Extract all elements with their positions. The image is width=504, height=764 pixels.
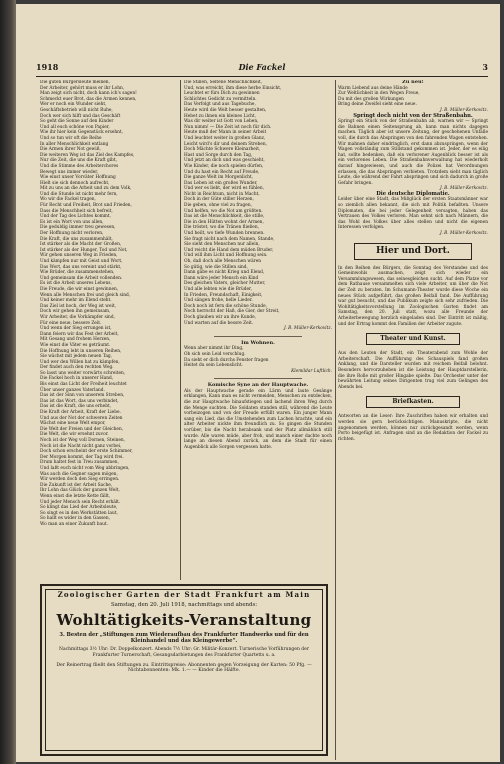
poem-line: Für Recht und Freiheit, Brot und Frieden,	[40, 203, 132, 209]
newspaper-page	[16, 4, 500, 762]
poem-line: Und die Stimme des Arbeiterchores	[40, 163, 119, 169]
poem-signature: J. B. Müller-Kerkovitz.	[439, 107, 488, 113]
poem-line: Wer er noch ein Wunder sieht,	[40, 102, 107, 108]
poem-line: Dann wäre jeder Mensch ein Kind	[184, 275, 259, 281]
poem-line: Hielt sie sich dennoch aufrecht,	[40, 180, 110, 186]
poem-line: Die Hoffnung lebt in unseren Reihen,	[40, 348, 122, 354]
poem-line: Wie Kinder, die noch spielen dürfen,	[184, 163, 264, 169]
poem-line: So hallt es wider in den Gassen,	[40, 516, 110, 522]
poem-line: Hebet zu ihnen ein kleines Licht,	[184, 113, 256, 119]
section-text: Antworten an die Leser: Ihre Zuschriften haben wir erhalten und werden sie gern berücksichtigen. Manuskripte, die nicht angenommen werden, können nur zurückgesandt werden, wenn Porto beigefügt ist. Anfragen sind an die Redaktion der Fackel zu richten.	[338, 414, 488, 442]
poem-line: Das Wort, das uns vereint und stärkt,	[40, 264, 122, 270]
poem-line: Noch ist der Weg voll Dornen, Steinen,	[40, 438, 126, 443]
poem-line: Und will ihm Licht und Hoffnung sein.	[184, 253, 268, 259]
masthead-title: Die Fackel	[238, 62, 286, 72]
poem-line: Die Welt der Freien und der Gleichen,	[40, 426, 124, 432]
page-number: 3	[482, 62, 488, 72]
separator	[214, 378, 302, 379]
poem-line: Und wer es liebt, der wird es fühlen,	[184, 186, 264, 192]
poem-line: Die Welt, die wir ersehnt zuvor.	[40, 432, 109, 438]
poem-line: Man zeigt sich nicht, doch kann ich's sagen!	[40, 91, 137, 97]
poem-line: Sie fragt nicht nach dem Namen, Stande,	[184, 236, 275, 242]
poem-line: Das Leben ist ein großes Wunder,	[184, 180, 258, 186]
poem-title: Zu neu!	[402, 80, 424, 85]
poem-line: Noch ist die Nacht nicht ganz vorbei,	[40, 443, 122, 449]
poem-body	[338, 86, 488, 108]
poem-body	[184, 346, 332, 368]
poem-line: Bis einst das Licht der Freiheit leuchtet	[40, 382, 127, 388]
poem-line: Und kämpfen nur mit Geist und Wort,	[40, 259, 123, 264]
poem-line: In Frieden, Freundschaft, Einigkeit,	[184, 292, 263, 298]
poem-signature: Klemildar Luftlich.	[291, 368, 332, 374]
section-heading-box: Briefkasten.	[366, 396, 460, 408]
poem-line: Wenn einst die letzte Kette fällt,	[40, 493, 111, 499]
poem-line: Schlichtes Gedicht zu vermitteln.	[184, 96, 257, 102]
poem-line: Wächst eine neue Welt empor,	[40, 421, 106, 427]
poem-line: Der Morgen kommt, der Tag wird frei.	[40, 454, 124, 460]
poem-line: Was dir weiter ist Gott von Leben,	[184, 119, 259, 125]
column-divider	[180, 80, 181, 580]
poem-line: Dann feiern wir das Fest der Arbeit,	[40, 331, 119, 337]
poem-line: Die weiteren Weg ist das Ziel des Kampfes,	[40, 152, 135, 158]
poem-line: Heute wird die Welt besser gestalten,	[184, 107, 267, 113]
poem-body	[184, 80, 332, 326]
page-header	[36, 62, 488, 76]
poem-line: Wenn alle Menschen frei und gleich sind,	[40, 292, 131, 298]
poem-line: Und leuchtet weiter in großen Glanz,	[184, 135, 266, 141]
poem-line: Wir Arbeiter, die Vorkämpfer sind,	[40, 314, 115, 320]
poem-line: Das ist der Sinn von unserem Streben,	[40, 393, 125, 399]
poem-line: Ob sich sein Leid verschlug.	[184, 351, 246, 357]
poem-line: Doch wer sich hilft und das Geschäft	[40, 113, 121, 119]
poem-signature: J. B. Müller-Kerkovitz.	[283, 326, 332, 332]
poem-line: Und so tun wir oft die Reihe	[40, 135, 102, 141]
poem-line: So singt es in den Werkstätten laut,	[40, 510, 118, 516]
ad-program: Nachmittags 3½ Uhr: Dr. Doppelkonzert. Abends 7½ Uhr: Gr. Militär-Konzert. Turnerische Vorführungen der Frankfurter Turnerschaft, Gesangsdarbietungen des Frankfurter Quartetts u. a.	[59, 647, 309, 658]
poem-line: Doch Mächte Schwere Kleinarbeit,	[184, 147, 261, 153]
advertisement-box	[40, 584, 328, 756]
section-text: Aus den Leuten der Stadt, ein Theaterabend zum Wohle der Arbeiterschaft. Die Aufführung des Schauspiels fand großen Anklang, und die Darsteller wurden mit reichem Beifall belohnt. Besonders hervorzuheben ist die Leistung der Hauptdarstellerin, die ihre Rolle mit großer Hingabe spielte. Das Orchester unter der bewährten Leitung seines Dirigenten trug viel zum Gelingen des Abends bei.	[338, 351, 488, 390]
poem-line: Sie wächst mit jedem neuen Tag,	[40, 354, 113, 360]
poem-line: Ist stärker als die Macht der Großen,	[40, 242, 122, 248]
poem-line: Für eine neue, bessere Zeit.	[40, 320, 102, 326]
column-2	[184, 80, 332, 580]
poem-line: Die Kraft, die uns zusammenhält,	[40, 236, 113, 242]
ad-inner-border	[45, 589, 323, 751]
poem-line: Und gemeinsam die Arbeit vollenden.	[40, 275, 123, 281]
poem-line: Nun nimm! — Die Zeit ist noch für dich.	[184, 124, 272, 130]
poem-line: Doch noch ist fern die schöne Stunde,	[184, 303, 267, 309]
poem-line: Oh, daß doch alle Menschen wären	[184, 259, 262, 264]
poem-line: Wie einst unser Vorväter Hoffnung	[40, 175, 116, 181]
poem-line: Es ist ein Wort von uns allen,	[40, 219, 104, 225]
poem-line: Mit zu uns an die Arbeit und zu dem Volk,	[40, 186, 132, 192]
poem-line: Und jetzt an dich und was geschieht,	[184, 158, 265, 164]
poem-line: Und all euch schöne von Papier,	[40, 124, 110, 130]
poem-line: Nur die Zeit, die uns die Kraft gibt,	[40, 158, 117, 164]
ad-date: Samstag, den 20. Juli 1918, nachmittags und abends:	[110, 602, 258, 608]
poem-line: Und alle lebten wie die Brüder,	[184, 286, 253, 292]
poem-line: So lasst uns weiter vorwärts schreiten,	[40, 370, 126, 376]
poem-line: Der Hoffnung nicht verloren,	[40, 231, 104, 237]
poem-line: Die guten Bürgersleute meinen,	[40, 80, 110, 85]
poem-line: Schmeckt euer Brot, das die Armen kennen,	[40, 96, 137, 102]
poem-line: Das ist die Menschlichkeit, die stille,	[184, 214, 265, 220]
poem-line: Und aus der Not der schweren Zeiten	[40, 415, 123, 421]
poem-line: Wie Brüder, die zusammenstehen,	[40, 270, 115, 276]
article-title: Komische Syne an der Hauptwache.	[207, 382, 309, 389]
poem-line: Der Arbeiter, gehört muss er ihr Lohn,	[40, 85, 125, 91]
poem-line: Drum haltet fest in Treu zusammen,	[40, 460, 119, 466]
poem-line: Wie ihr hier kein Gegenstück ersehnt,	[40, 130, 124, 136]
poem-line: Dann gäbe es nicht Krieg und Elend,	[184, 270, 265, 276]
poem-line: Wenn aber nimmt ihr Ding,	[184, 346, 244, 352]
book-spine	[0, 0, 16, 764]
ad-title: Wohltätigkeits-Veranstaltung	[56, 611, 312, 629]
poem-line: Mit Gesang und frohem Herzen,	[40, 337, 111, 343]
poem-line: Die Kraft der Arbeit, Kraft der Liebe.	[40, 410, 121, 416]
poem-line: Leuchtet er fürs Dich zu gewinnen	[184, 91, 260, 97]
poem-line: In aller Menschlichkeit entlang	[40, 141, 109, 147]
poem-line: Der findet auch den rechten Weg.	[40, 365, 114, 371]
column-divider	[335, 80, 336, 760]
poem-line: Und wenn der Sieg errungen ist,	[40, 326, 112, 332]
poem-line: Zur Weltlichkeit in den Wegen Freue,	[338, 91, 420, 97]
poem-line: Die Stillen, Seltene Menschlichkeit,	[184, 80, 262, 85]
poem-title: Im Wohnen.	[241, 339, 275, 346]
section-heading-box: Hier und Dort.	[354, 243, 472, 260]
poem-line: Und reicht die Hand dem müden Bruder,	[184, 247, 274, 253]
poem-line: Wo man an einer Zukunft baut.	[40, 521, 108, 527]
poem-line: So gütig, wie die Stillen sind,	[184, 264, 248, 270]
section-heading-box: Theater und Kunst.	[366, 333, 460, 345]
article-signature: J. B. Müller-Kerkovitz.	[439, 231, 488, 237]
poem-line: Doch in der Güte stiller Herzen,	[184, 197, 254, 203]
article-text: Als der Hauptwache gerade ein Lärm und laute Gesänge erklangen, Kann man es nicht vermeiden, Menschen zu entdecken, die zur Hauptwache hinaufstiegen und lachend ihren Weg durch die Menge suchten. Die Soldaten standen still, während die Leute vorbeizogen und von der Freude erfüllt waren. Ein junger Mann sang ein Lied, das die Umstehenden zum Lachen brachte, und ein alter Arbeiter nickte ihm freundlich zu. So gingen die Stunden vorüber, bis die Nacht herabsank und der Platz allmählich still wurde. Alle waren müde, aber froh, und manch einer dachte noch lange an diesen Abend zurück, an dem die Stadt für einen Augenblick alle Sorgen vergessen hatte.	[184, 388, 332, 450]
article-title: Springt doch nicht von der Straßenbahn.	[353, 112, 473, 119]
poem-line: Warm Liebend aus deine Hände	[338, 85, 408, 91]
poem-line: Die in den Hütten wohnt der Armen,	[184, 219, 264, 225]
poem-line: Dass die Menschheit sich befreit,	[40, 208, 113, 214]
poem-body	[40, 80, 176, 528]
poem-line: Bring deine Zweifel sieht eine neue.	[338, 102, 417, 108]
poem-line: Des gleichen Vaters, gleicher Mutter,	[184, 281, 266, 287]
poem-line: Und warten auf die bessre Zeit.	[184, 320, 254, 326]
poem-line: Wir gehen unseren Weg in Frieden,	[40, 253, 118, 259]
article-title: Die deutsche Diplomatie.	[376, 190, 450, 197]
header-rule	[36, 76, 488, 77]
ad-purpose: 3. Besten der „Stiftungen zum Wiederaufbau des Frankfurter Handwerks und für den Kleinhandel und das Kleingewerbe“.	[59, 632, 309, 645]
article-text: Leider über eine Stadt, das Mißglück der ersten Staatsmänner war so ziemlich allen bekannt, die sich mit Politik befaßten. Unsere Diplomaten, die bei jeder Gelegenheit versagten, haben das Vertrauen des Volkes verloren. Man sehnt sich nach Männern, die das Wohl des Volkes über alles stellen und nicht die eigenen Interessen verfolgen.	[338, 197, 488, 231]
poem-line: Und du hast ein Recht auf Freude,	[184, 169, 260, 175]
poem-line: Die tröstet, wo die Tränen fließen,	[184, 225, 259, 231]
poem-line: Das Ziel ist hoch, der Weg ist weit,	[40, 303, 116, 309]
poem-line: Heitet du sein Lebenslicht.	[184, 363, 243, 369]
column-1	[40, 80, 176, 580]
poem-line: Es ist die Arbeit unseres Lebens,	[40, 281, 112, 287]
poem-line: Die geben, ohne viel zu fragen,	[184, 203, 252, 209]
poem-line: Du mit des großen Wirkungen	[338, 96, 404, 102]
poem-line: Wo wir die Fackel tragen,	[40, 197, 96, 203]
poem-line: Das Verfolgt und aus Tagebuche,	[184, 102, 256, 108]
poem-line: Die ganze Welt im Morgenlicht,	[184, 175, 253, 181]
ad-prices: Der Reinertrag fließt den Stiftungen zu. Eintrittspreise: Abonnenten gegen Vorzeigung der Karten: 50 Pfg. — Nichtabonnenten: Mk. 1.— — Kinder die Hälfte.	[56, 662, 312, 674]
poem-line: Und der Tag des Lichtes kommt,	[40, 214, 111, 220]
article-signature: J. B. Müller-Kerkovitz.	[439, 186, 488, 192]
poem-line: Doch glauben wir an ihre Kunde,	[184, 314, 257, 320]
poem-line: Die geduldig immer treu gewesen,	[40, 225, 116, 231]
poem-line: Doch schon erscheint der erste Schimmer,	[40, 449, 133, 455]
poem-line: Geschäftsbetrieb will nicht Ruhe,	[40, 107, 113, 113]
poem-line: Ist stärker als der Hunger, Tod und Not,	[40, 247, 128, 253]
poem-line: Wir werden doch den Sieg erringen.	[40, 477, 120, 483]
poem-line: Wie einst die Väter es geträumt.	[40, 342, 111, 348]
poem-line: Und laßt euch nicht vom Weg abbringen,	[40, 465, 130, 471]
poem-line: Und helfen, wo die Not am größten.	[184, 208, 263, 214]
separator	[214, 336, 302, 337]
poem-line: Sie sieht den Menschen nur allein,	[184, 242, 260, 248]
poem-line: Bewegt uns immer wieder,	[40, 169, 99, 175]
poem-line: Und sängen frohe, helle Lieder.	[184, 298, 253, 304]
poem-line: Über unser ganzes Vaterland.	[40, 387, 105, 393]
poem-line: Und wer den Willen hat zu kämpfen,	[40, 359, 120, 365]
poem-line: Und keiner mehr im Elend steht.	[40, 298, 112, 304]
column-3	[338, 80, 488, 760]
poem-line: Nicht in Reichtum, nicht in Macht,	[184, 191, 260, 197]
poem-line: Das ist die Kraft, die uns erhebt,	[40, 404, 112, 410]
poem-line: Und die Stunde ist nicht mehr fern,	[40, 191, 118, 197]
section-text: In den Reihen des Bürgers, die Sonntag des Verstandes und des Gemeinwohls ausmachen, zeigt sich wieder ein Versammlungswesen, das seinesgleichen sucht. Auf dem Platze vor dem Rathause versammelten sich viele Arbeiter, um über die Not der Zeit zu beraten. Im Schumann-Theater wurde diese Woche ein neues Stück aufgeführt, das großen Beifall fand. Die Aufführung war gut besucht, und das Publikum zeigte sich sehr zufrieden. Die Wohltätigkeitsvorstellung im Zoologischen Garten findet am Samstag, den 20. Juli statt, wozu alle Freunde der Arbeiterbewegung herzlich eingeladen sind. Der Eintritt ist mäßig, und der Ertrag kommt den Familien der Arbeiter zugute.	[338, 265, 488, 327]
poem-line: Heute muß der Mann in seiner Arbeit	[184, 130, 267, 136]
poem-line: Das ist das Wort, das uns verbindet,	[40, 398, 119, 404]
poem-line: Die Freude, die wir einst gewinnen,	[40, 286, 119, 292]
poem-line: Die Fackel hoch in unserer Hand,	[40, 376, 114, 382]
poem-line: Doch wir gehen ihn gemeinsam,	[40, 309, 111, 315]
poem-line: Da sieht er dich durchs Fenster fragen	[184, 357, 269, 363]
ad-venue: Zoologischer Garten der Stadt Frankfurt am Main	[57, 590, 311, 599]
poem-line: Die Zukunft ist der Arbeit Sache,	[40, 482, 113, 488]
poem-line: Und jeder Mensch sein Recht erhält.	[40, 499, 121, 505]
poem-line: Und, was erreicht, ihm diese herbe Einsicht,	[184, 85, 282, 91]
poem-line: Hast und Sorge durch den Tag,	[184, 152, 253, 158]
poem-line: Noch herrscht der Haß, die Gier, der Streit,	[184, 309, 280, 315]
poem-line: Ihr Lohn das Glück der ganzen Welt,	[40, 488, 120, 494]
poem-line: So klingt das Lied der Arbeitsleute,	[40, 505, 118, 511]
article-text: Springt ein Stück von der Straßenbahn ab, warnen wir — Springt die Bahnen einen Seitensprung ab, kann man nichts dagegen machen. Täglich aber ist unsere Zeitung, der geschehenen Unfälle voll, die durch das Abspringen von den fahrenden Wagen entstehen. Wir mahnen daher eindringlich, erst dann abzuspringen, wenn der Wagen vollständig zum Stillstand gekommen ist. Jeder, der es eilig hat, sollte bedenken, daß ein verlorener Augenblick besser ist als ein verlorenes Leben. Die Straßenbahnverwaltung hat wiederholt darauf hingewiesen, und auch die Polizei hat Verordnungen erlassen, die das Abspringen verbieten. Trotzdem sieht man täglich Leute, die während der Fahrt abspringen und sich dadurch in große Gefahr bringen.	[338, 119, 488, 186]
poem-line: Leicht wird's dir und deinem Streben,	[184, 141, 267, 147]
poem-line: Die Armen ihrer Not gewiß,	[40, 147, 101, 153]
poem-line: So geht die Sonne auf den Kinder	[40, 119, 114, 125]
poem-line: Was auch die Gegner sagen mögen,	[40, 471, 118, 477]
poem-line: Und heilt, wo tiefe Wunden brennen.	[184, 231, 265, 237]
page-year: 1918	[36, 62, 59, 72]
